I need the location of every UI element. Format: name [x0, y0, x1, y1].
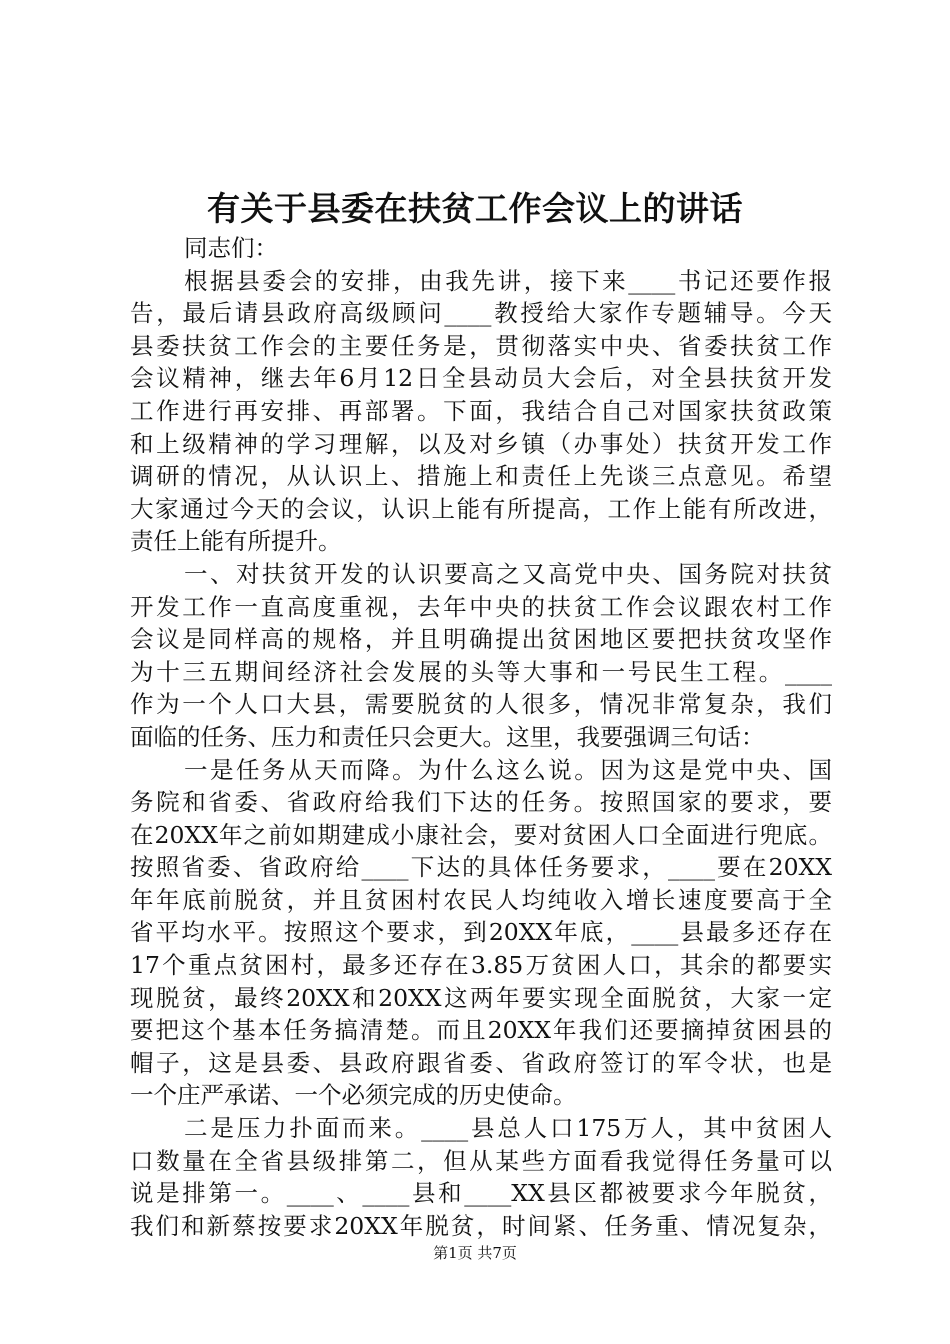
paragraph-line: 开发工作一直高度重视，去年中央的扶贫工作会议跟农村工作 — [130, 592, 832, 621]
paragraph-line: 口数量在全省县级排第二，但从某些方面看我觉得任务量可以 — [130, 1146, 832, 1175]
document-body — [130, 232, 832, 1242]
paragraph-line: 大家通过今天的会议，认识上能有所提高，工作上能有所改进， — [130, 494, 832, 523]
paragraph-line: 一是任务从天而降。为什么这么说。因为这是党中央、国 — [184, 755, 832, 784]
paragraph-line: 省平均水平。按照这个要求，到20XX年底，____县最多还存在 — [130, 918, 832, 947]
paragraph-line: 为十三五期间经济社会发展的头等大事和一号民生工程。____ — [130, 657, 832, 686]
paragraph-line: 面临的任务、压力和责任只会更大。这里，我要强调三句话： — [130, 722, 765, 751]
paragraph-line: 年年底前脱贫，并且贫困村农民人均纯收入增长速度要高于全 — [130, 885, 832, 914]
paragraph-line: 17个重点贫困村，最多还存在3.85万贫困人口，其余的都要实 — [130, 951, 832, 980]
page-number-footer: 第1页 共7页 — [433, 1244, 517, 1262]
paragraph-line: 务院和省委、省政府给我们下达的任务。按照国家的要求，要 — [130, 788, 832, 817]
paragraph-line: 会议精神，继去年6月12日全县动员大会后，对全县扶贫开发 — [130, 364, 832, 393]
paragraph-line: 在20XX年之前如期建成小康社会，要对贫困人口全面进行兜底。 — [130, 820, 832, 849]
paragraph-line: 会议是同样高的规格，并且明确提出贫困地区要把扶贫攻坚作 — [130, 625, 832, 654]
paragraph-line: 帽子，这是县委、县政府跟省委、省政府签订的军令状，也是 — [130, 1048, 832, 1077]
paragraph-line: 二是压力扑面而来。____县总人口175万人，其中贫困人 — [184, 1114, 832, 1143]
paragraph-line: 根据县委会的安排，由我先讲，接下来____书记还要作报 — [184, 266, 832, 295]
paragraph-line: 要把这个基本任务搞清楚。而且20XX年我们还要摘掉贫困县的 — [130, 1016, 832, 1045]
paragraph-line: 责任上能有所提升。 — [130, 527, 342, 556]
paragraph-line: 按照省委、省政府给____下达的具体任务要求，____要在20XX — [130, 853, 832, 882]
paragraph-line: 作为一个人口大县，需要脱贫的人很多，情况非常复杂，我们 — [130, 690, 832, 719]
salutation-line: 同志们： — [184, 234, 278, 262]
paragraph-line: 工作进行再安排、再部署。下面，我结合自己对国家扶贫政策 — [130, 396, 832, 425]
paragraph-line: 说是排第一。____、____县和____XX县区都被要求今年脱贫， — [130, 1179, 832, 1208]
paragraph-line: 和上级精神的学习理解，以及对乡镇（办事处）扶贫开发工作 — [130, 429, 832, 458]
paragraph-line: 告，最后请县政府高级顾问____教授给大家作专题辅导。今天 — [130, 299, 832, 328]
paragraph-line: 现脱贫，最终20XX和20XX这两年要实现全面脱贫，大家一定 — [130, 983, 832, 1012]
section-heading-line: 一、对扶贫开发的认识要高之又高党中央、国务院对扶贫 — [184, 559, 832, 588]
paragraph-line: 县委扶贫工作会的主要任务是，贯彻落实中央、省委扶贫工作 — [130, 331, 832, 360]
paragraph-line: 调研的情况，从认识上、措施上和责任上先谈三点意见。希望 — [130, 462, 832, 491]
paragraph-line: 一个庄严承诺、一个必须完成的历史使命。 — [130, 1081, 577, 1110]
document-title: 有关于县委在扶贫工作会议上的讲话 — [207, 189, 743, 228]
paragraph-line: 我们和新蔡按要求20XX年脱贫，时间紧、任务重、情况复杂， — [130, 1211, 832, 1240]
